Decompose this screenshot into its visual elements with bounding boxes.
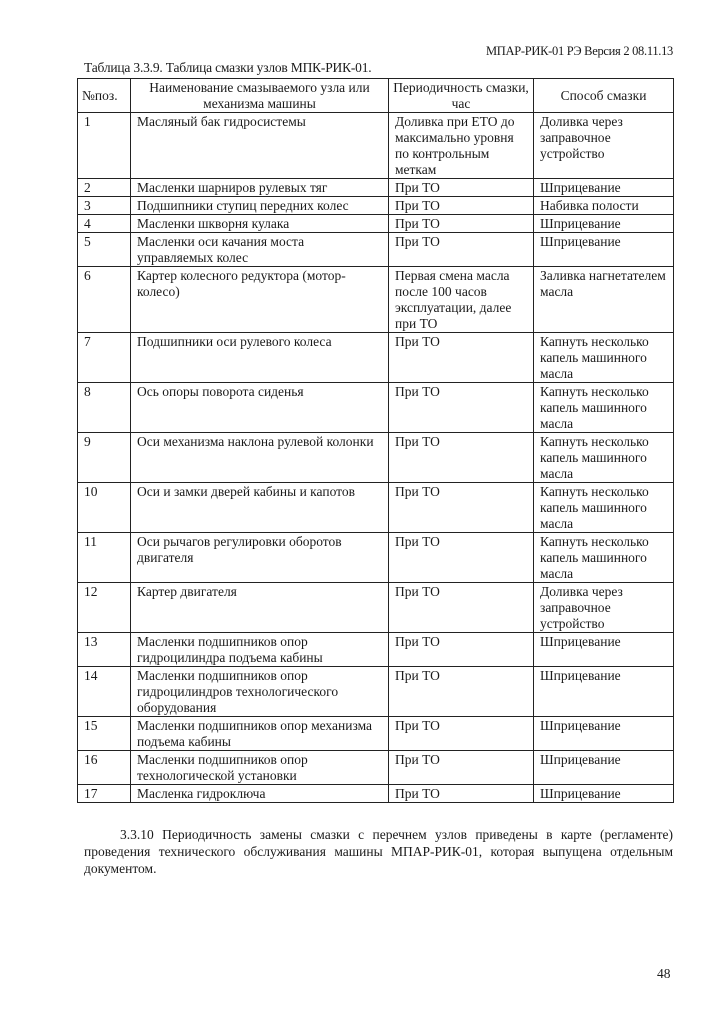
cell-period: При ТО (389, 583, 534, 633)
cell-position: 1 (78, 113, 131, 179)
cell-method: Капнуть несколько капель машинного масла (534, 483, 674, 533)
table-row (78, 179, 674, 197)
cell-node-name: Масляный бак гидросистемы (131, 113, 389, 179)
cell-method: Набивка полости (534, 197, 674, 215)
cell-method: Капнуть несколько капель машинного масла (534, 383, 674, 433)
cell-node-name: Масленки шкворня кулака (131, 215, 389, 233)
column-header-position: №поз. (78, 79, 131, 113)
table-row (78, 383, 674, 433)
cell-node-name: Подшипники оси рулевого колеса (131, 333, 389, 383)
cell-method: Капнуть несколько капель машинного масла (534, 333, 674, 383)
cell-position: 4 (78, 215, 131, 233)
table-row (78, 533, 674, 583)
cell-period: При ТО (389, 197, 534, 215)
cell-position: 14 (78, 667, 131, 717)
cell-node-name: Картер двигателя (131, 583, 389, 633)
cell-position: 5 (78, 233, 131, 267)
cell-position: 9 (78, 433, 131, 483)
cell-period: При ТО (389, 433, 534, 483)
cell-period: При ТО (389, 333, 534, 383)
table-row (78, 785, 674, 803)
cell-position: 16 (78, 751, 131, 785)
cell-node-name: Масленка гидроключа (131, 785, 389, 803)
cell-method: Капнуть несколько капель машинного масла (534, 433, 674, 483)
cell-method: Доливка через заправочное устройство (534, 583, 674, 633)
table-row (78, 333, 674, 383)
table-row (78, 483, 674, 533)
cell-method: Заливка нагнетателем масла (534, 267, 674, 333)
cell-node-name: Ось опоры поворота сиденья (131, 383, 389, 433)
cell-node-name: Масленки подшипников опор механизма подъема кабины (131, 717, 389, 751)
page-number: 48 (657, 966, 671, 981)
table-row (78, 717, 674, 751)
cell-node-name: Масленки шарниров рулевых тяг (131, 179, 389, 197)
table-row (78, 583, 674, 633)
cell-node-name: Картер колесного редуктора (мотор-колесо) (131, 267, 389, 333)
cell-period: При ТО (389, 383, 534, 433)
cell-method: Шприцевание (534, 633, 674, 667)
table-row (78, 667, 674, 717)
lubrication-table (77, 78, 674, 803)
table-header-row (78, 79, 674, 113)
cell-period: При ТО (389, 233, 534, 267)
cell-method: Шприцевание (534, 667, 674, 717)
table-row (78, 267, 674, 333)
cell-position: 11 (78, 533, 131, 583)
cell-method: Шприцевание (534, 785, 674, 803)
cell-position: 15 (78, 717, 131, 751)
cell-position: 13 (78, 633, 131, 667)
cell-node-name: Оси и замки дверей кабины и капотов (131, 483, 389, 533)
table-caption: Таблица 3.3.9. Таблица смазки узлов МПК-РИК-01. (84, 60, 372, 75)
table-row (78, 751, 674, 785)
cell-method: Шприцевание (534, 751, 674, 785)
cell-method: Шприцевание (534, 233, 674, 267)
table-row (78, 197, 674, 215)
cell-period: При ТО (389, 667, 534, 717)
cell-period: При ТО (389, 751, 534, 785)
cell-position: 2 (78, 179, 131, 197)
cell-period: При ТО (389, 179, 534, 197)
column-header-period: Периодичность смазки, час (389, 79, 534, 113)
section-paragraph (84, 826, 673, 877)
cell-node-name: Подшипники ступиц передних колес (131, 197, 389, 215)
cell-position: 7 (78, 333, 131, 383)
table-row (78, 633, 674, 667)
cell-period: Доливка при ЕТО до максимально уровня по контрольным меткам (389, 113, 534, 179)
cell-node-name: Оси механизма наклона рулевой колонки (131, 433, 389, 483)
table-row (78, 113, 674, 179)
table-body (78, 113, 674, 803)
column-header-name: Наименование смазываемого узла или механизма машины (131, 79, 389, 113)
cell-method: Шприцевание (534, 215, 674, 233)
cell-node-name: Масленки оси качания моста управляемых колес (131, 233, 389, 267)
cell-period: При ТО (389, 215, 534, 233)
cell-position: 8 (78, 383, 131, 433)
cell-method: Доливка через заправочное устройство (534, 113, 674, 179)
cell-period: При ТО (389, 633, 534, 667)
table-row (78, 215, 674, 233)
cell-position: 17 (78, 785, 131, 803)
cell-method: Капнуть несколько капель машинного масла (534, 533, 674, 583)
document-header-reference: МПАР-РИК-01 РЭ Версия 2 08.11.13 (485, 44, 673, 58)
cell-period: При ТО (389, 533, 534, 583)
cell-position: 3 (78, 197, 131, 215)
column-header-method: Способ смазки (534, 79, 674, 113)
cell-period: При ТО (389, 483, 534, 533)
cell-position: 12 (78, 583, 131, 633)
cell-method: Шприцевание (534, 179, 674, 197)
cell-node-name: Масленки подшипников опор технологической установки (131, 751, 389, 785)
cell-position: 10 (78, 483, 131, 533)
cell-period: При ТО (389, 717, 534, 751)
cell-period: Первая смена масла после 100 часов эксплуатации, далее при ТО (389, 267, 534, 333)
cell-method: Шприцевание (534, 717, 674, 751)
cell-node-name: Оси рычагов регулировки оборотов двигателя (131, 533, 389, 583)
cell-node-name: Масленки подшипников опор гидроцилиндров технологического оборудования (131, 667, 389, 717)
table-row (78, 233, 674, 267)
cell-position: 6 (78, 267, 131, 333)
cell-period: При ТО (389, 785, 534, 803)
paragraph-text: 3.3.10 Периодичность замены смазки с перечнем узлов приведены в карте (регламенте) проведения технического обслуживания машины МПАР-РИК-01, которая выпущена отдельным документом. (84, 827, 673, 876)
cell-node-name: Масленки подшипников опор гидроцилиндра подъема кабины (131, 633, 389, 667)
table-row (78, 433, 674, 483)
